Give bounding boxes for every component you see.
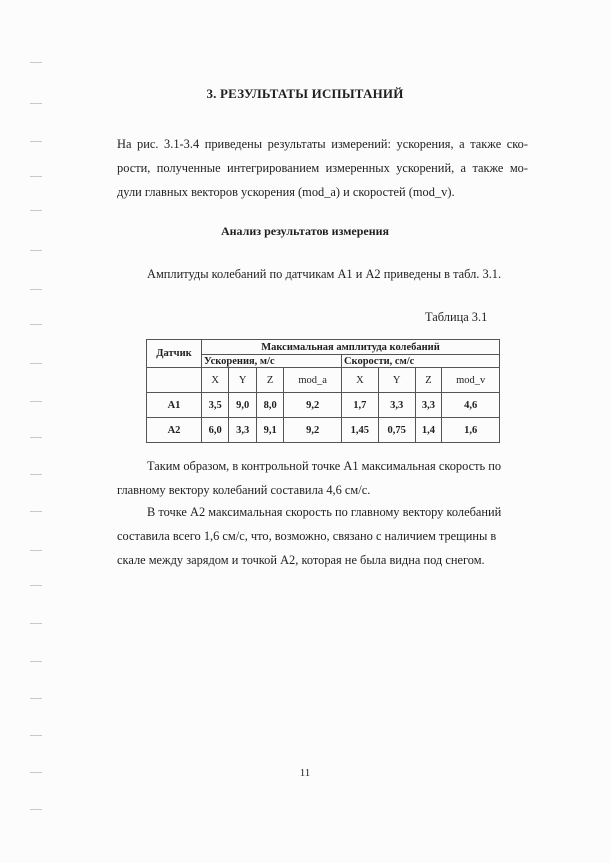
value-cell: 1,7 bbox=[341, 393, 378, 418]
conclusion-paragraph-1 bbox=[117, 454, 528, 502]
scan-mark bbox=[30, 141, 42, 142]
sensor-cell: А1 bbox=[147, 393, 202, 418]
value-cell: 0,75 bbox=[378, 418, 415, 443]
scan-mark bbox=[30, 661, 42, 662]
scan-mark bbox=[30, 735, 42, 736]
scan-mark bbox=[30, 585, 42, 586]
value-cell: 9,2 bbox=[284, 418, 342, 443]
value-cell: 3,3 bbox=[378, 393, 415, 418]
conclusion-line: Таким образом, в контрольной точке А1 максимальная скорость по bbox=[147, 459, 502, 473]
scan-mark bbox=[30, 623, 42, 624]
sensor-header-cell: Датчик bbox=[147, 340, 202, 368]
table-intro-paragraph: Амплитуды колебаний по датчикам А1 и А2 приведены в табл. 3.1. bbox=[147, 267, 502, 281]
value-cell: 3,3 bbox=[415, 393, 442, 418]
conclusion-line: составила всего 1,6 см/с, что, возможно, связано с наличием трещины в bbox=[117, 529, 497, 543]
scan-mark bbox=[30, 809, 42, 810]
intro-line: рости, полученные интегрированием измеренных ускорений, а также мо- bbox=[117, 161, 528, 175]
value-cell: 3,3 bbox=[229, 418, 256, 443]
scan-mark bbox=[30, 511, 42, 512]
page-number: 11 bbox=[299, 767, 311, 779]
intro-paragraph bbox=[117, 132, 528, 204]
value-cell: 9,1 bbox=[256, 418, 283, 443]
section-heading: 3. РЕЗУЛЬТАТЫ ИСПЫТАНИЙ bbox=[206, 86, 404, 101]
table-caption: Таблица 3.1 bbox=[425, 310, 488, 324]
intro-line: дули главных векторов ускорения (mod_a) и скоростей (mod_v). bbox=[117, 185, 455, 199]
axis-header-cell: X bbox=[202, 368, 229, 393]
table-row bbox=[147, 393, 500, 418]
scan-mark bbox=[30, 474, 42, 475]
amplitude-table bbox=[146, 339, 500, 443]
table-axis-row bbox=[147, 368, 500, 393]
scan-mark bbox=[30, 550, 42, 551]
table-row bbox=[147, 418, 500, 443]
speed-header-cell: Скорости, см/с bbox=[341, 355, 499, 368]
scan-mark bbox=[30, 289, 42, 290]
value-cell: 8,0 bbox=[256, 393, 283, 418]
axis-header-cell: mod_a bbox=[284, 368, 342, 393]
value-cell: 3,5 bbox=[202, 393, 229, 418]
table-header-row bbox=[147, 340, 500, 355]
conclusion-paragraph-2 bbox=[117, 500, 528, 572]
scan-mark bbox=[30, 324, 42, 325]
value-cell: 1,4 bbox=[415, 418, 442, 443]
axis-header-cell: X bbox=[341, 368, 378, 393]
scan-mark bbox=[30, 250, 42, 251]
axis-header-cell: mod_v bbox=[442, 368, 500, 393]
empty-cell bbox=[147, 368, 202, 393]
scan-edge-marks bbox=[30, 0, 44, 863]
conclusion-line: В точке А2 максимальная скорость по главному вектору колебаний bbox=[147, 505, 502, 519]
sensor-cell: А2 bbox=[147, 418, 202, 443]
subsection-heading: Анализ результатов измерения bbox=[220, 224, 390, 238]
scan-mark bbox=[30, 401, 42, 402]
axis-header-cell: Z bbox=[256, 368, 283, 393]
scan-mark bbox=[30, 210, 42, 211]
axis-header-cell: Z bbox=[415, 368, 442, 393]
scan-mark bbox=[30, 103, 42, 104]
value-cell: 6,0 bbox=[202, 418, 229, 443]
scan-mark bbox=[30, 62, 42, 63]
value-cell: 9,2 bbox=[284, 393, 342, 418]
accel-header-cell: Ускорения, м/с bbox=[202, 355, 342, 368]
value-cell: 4,6 bbox=[442, 393, 500, 418]
scan-mark bbox=[30, 363, 42, 364]
group-header-cell: Максимальная амплитуда колебаний bbox=[202, 340, 500, 355]
scan-mark bbox=[30, 176, 42, 177]
value-cell: 1,6 bbox=[442, 418, 500, 443]
axis-header-cell: Y bbox=[378, 368, 415, 393]
scan-mark bbox=[30, 437, 42, 438]
scan-mark bbox=[30, 698, 42, 699]
conclusion-line: главному вектору колебаний составила 4,6 см/с. bbox=[117, 483, 371, 497]
value-cell: 9,0 bbox=[229, 393, 256, 418]
intro-line: На рис. 3.1-3.4 приведены результаты измерений: ускорения, а также ско- bbox=[117, 137, 528, 151]
value-cell: 1,45 bbox=[341, 418, 378, 443]
conclusion-line: скале между зарядом и точкой А2, которая не была видна под снегом. bbox=[117, 553, 485, 567]
axis-header-cell: Y bbox=[229, 368, 256, 393]
